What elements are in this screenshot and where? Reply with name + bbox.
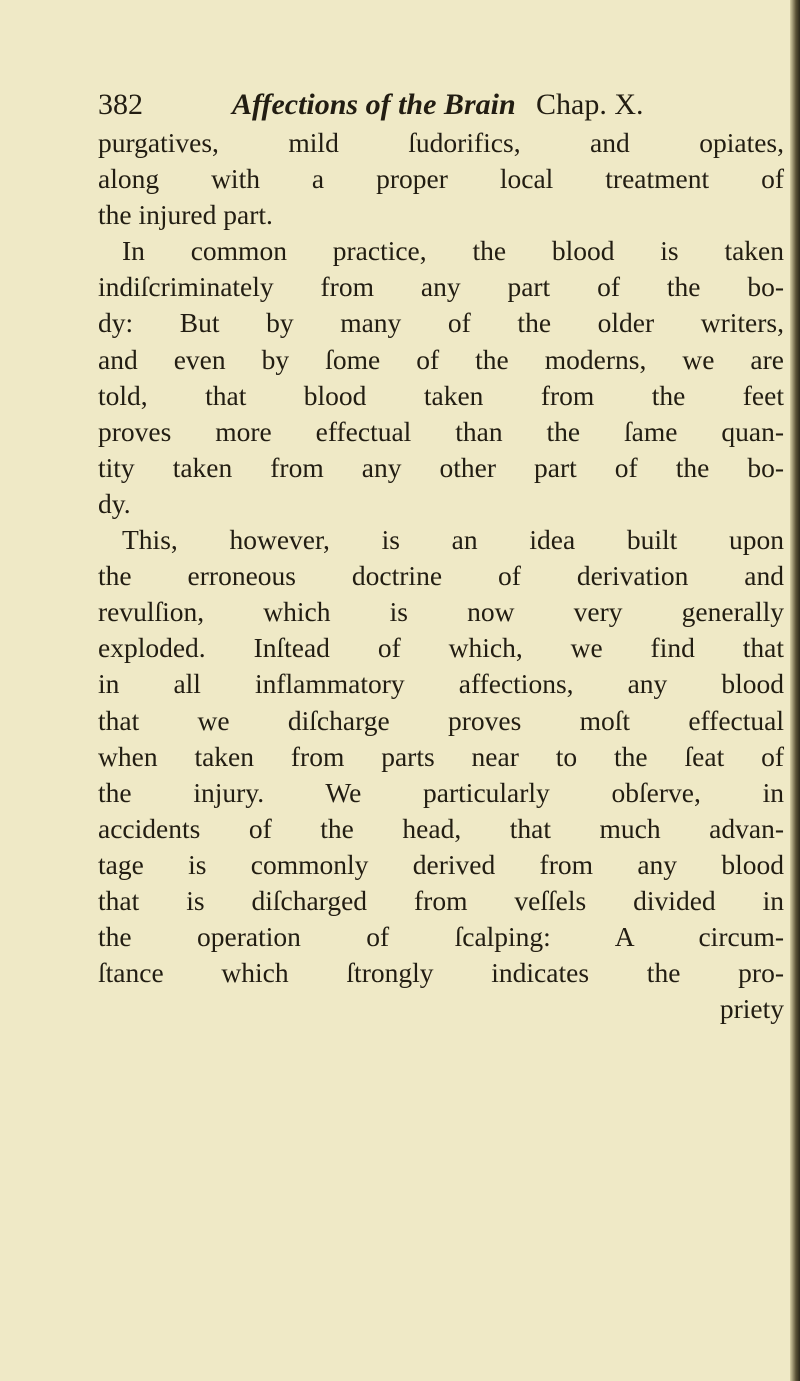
running-title: Affections of the Brain xyxy=(232,88,516,121)
body-text xyxy=(98,125,784,1027)
text-line: proves more effectual than the ſame quan- xyxy=(98,415,784,447)
text-line: accidents of the head, that much advan- xyxy=(98,812,784,844)
text-line: when taken from parts near to the ſeat of xyxy=(98,740,784,772)
text-line: told, that blood taken from the feet xyxy=(98,379,784,411)
text-line: indiſcriminately from any part of the bo- xyxy=(98,271,784,303)
text-line: revulſion, which is now very generally xyxy=(98,596,784,628)
text-line: In common practice, the blood is taken xyxy=(122,235,784,267)
text-line: the erroneous doctrine of derivation and xyxy=(98,560,784,592)
page-number: 382 xyxy=(98,88,143,121)
text-line: in all inflammatory affections, any blood xyxy=(98,668,784,700)
text-line: tage is commonly derived from any blood xyxy=(98,848,784,880)
text-line: and even by ſome of the moderns, we are xyxy=(98,343,784,375)
chapter-label: Chap. X. xyxy=(536,88,644,121)
text-line: along with a proper local treatment of xyxy=(98,163,784,195)
text-line: exploded. Inſtead of which, we find that xyxy=(98,632,784,664)
text-line: This, however, is an idea built upon xyxy=(122,524,784,556)
page-edge-shadow xyxy=(790,0,800,1381)
text-line: the operation of ſcalping: A circum- xyxy=(98,921,784,953)
text-line: that is diſcharged from veſſels divided in xyxy=(98,884,784,916)
running-header xyxy=(98,88,778,128)
text-line: the injured part. xyxy=(98,199,273,231)
text-line: dy: But by many of the older writers, xyxy=(98,307,784,339)
text-line: priety xyxy=(719,993,784,1025)
text-line: that we diſcharge proves moſt effectual xyxy=(98,704,784,736)
text-line: tity taken from any other part of the bo- xyxy=(98,451,784,483)
text-line: dy. xyxy=(98,487,131,519)
text-line: purgatives, mild ſudorifics, and opiates, xyxy=(98,127,784,158)
text-line: ſtance which ſtrongly indicates the pro- xyxy=(98,957,784,989)
text-line: the injury. We particularly obſerve, in xyxy=(98,776,784,808)
